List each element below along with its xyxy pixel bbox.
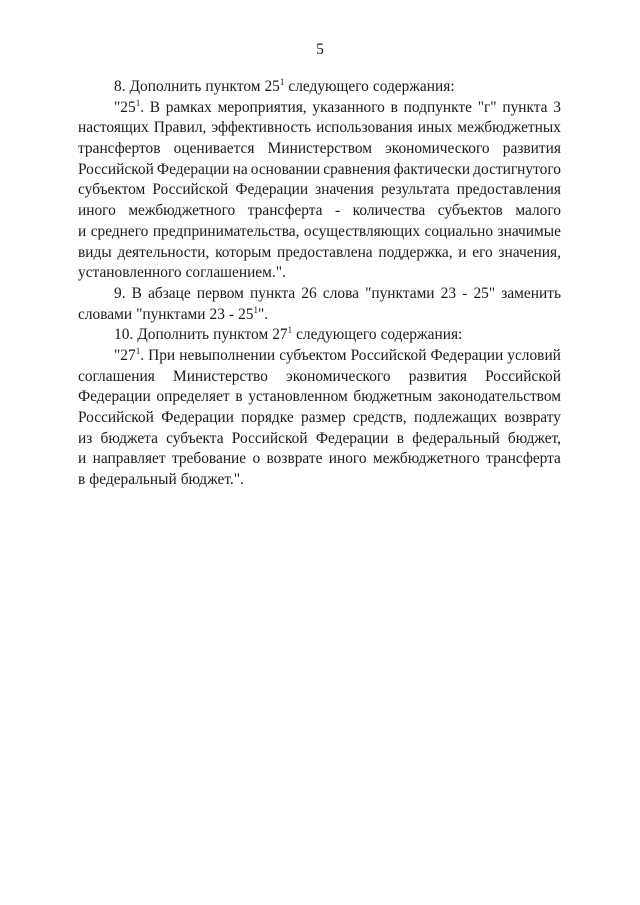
text-line: "$27^1$. При невыполнении субъектом Российской Федерации условий <box>114 345 561 364</box>
document-body <box>78 77 561 491</box>
text-line: в федеральный бюджет.". <box>78 471 244 489</box>
text-line: словами "пунктами 23 - $25^1$". <box>78 304 269 323</box>
text-line: соглашения Министерство экономического развития Российской <box>78 367 561 385</box>
text-line: и направляет требование о возврате иного межбюджетного трансферта <box>78 450 561 468</box>
text-line: 8. Дополнить пунктом $25^1$ следующего содержания: <box>114 76 455 95</box>
text-line: Российской Федерации порядке размер средств, подлежащих возврату <box>78 409 561 426</box>
text-line: и среднего предпринимательства, осуществляющих социально значимые <box>78 222 561 240</box>
text-line: установленного соглашением.". <box>78 264 286 282</box>
text-line: 10. Дополнить пунктом $27^1$ следующего содержания: <box>114 325 463 344</box>
text-line: Федерации определяет в установленном бюджетным законодательством <box>78 388 561 406</box>
text-line: настоящих Правил, эффективность использования иных межбюджетных <box>78 119 561 137</box>
text-line: субъектом Российской Федерации значения результата предоставления <box>78 181 561 199</box>
text-line: иного межбюджетного трансферта - количества субъектов малого <box>78 202 561 220</box>
text-line: Российской Федерации на основании сравнения фактически достигнутого <box>78 160 561 178</box>
page-number: 5 <box>316 41 324 58</box>
text-line: трансфертов оценивается Министерством экономического развития <box>78 140 561 158</box>
text-line: 9. В абзаце первом пункта 26 слова "пунктами 23 - 25" заменить <box>114 284 561 302</box>
text-line: виды деятельности, которым предоставлена поддержка, и его значения, <box>78 243 561 261</box>
text-line: из бюджета субъекта Российской Федерации в федеральный бюджет, <box>78 429 561 447</box>
text-line: "$25^1$. В рамках мероприятия, указанного в подпункте "г" пункта 3 <box>114 97 561 116</box>
